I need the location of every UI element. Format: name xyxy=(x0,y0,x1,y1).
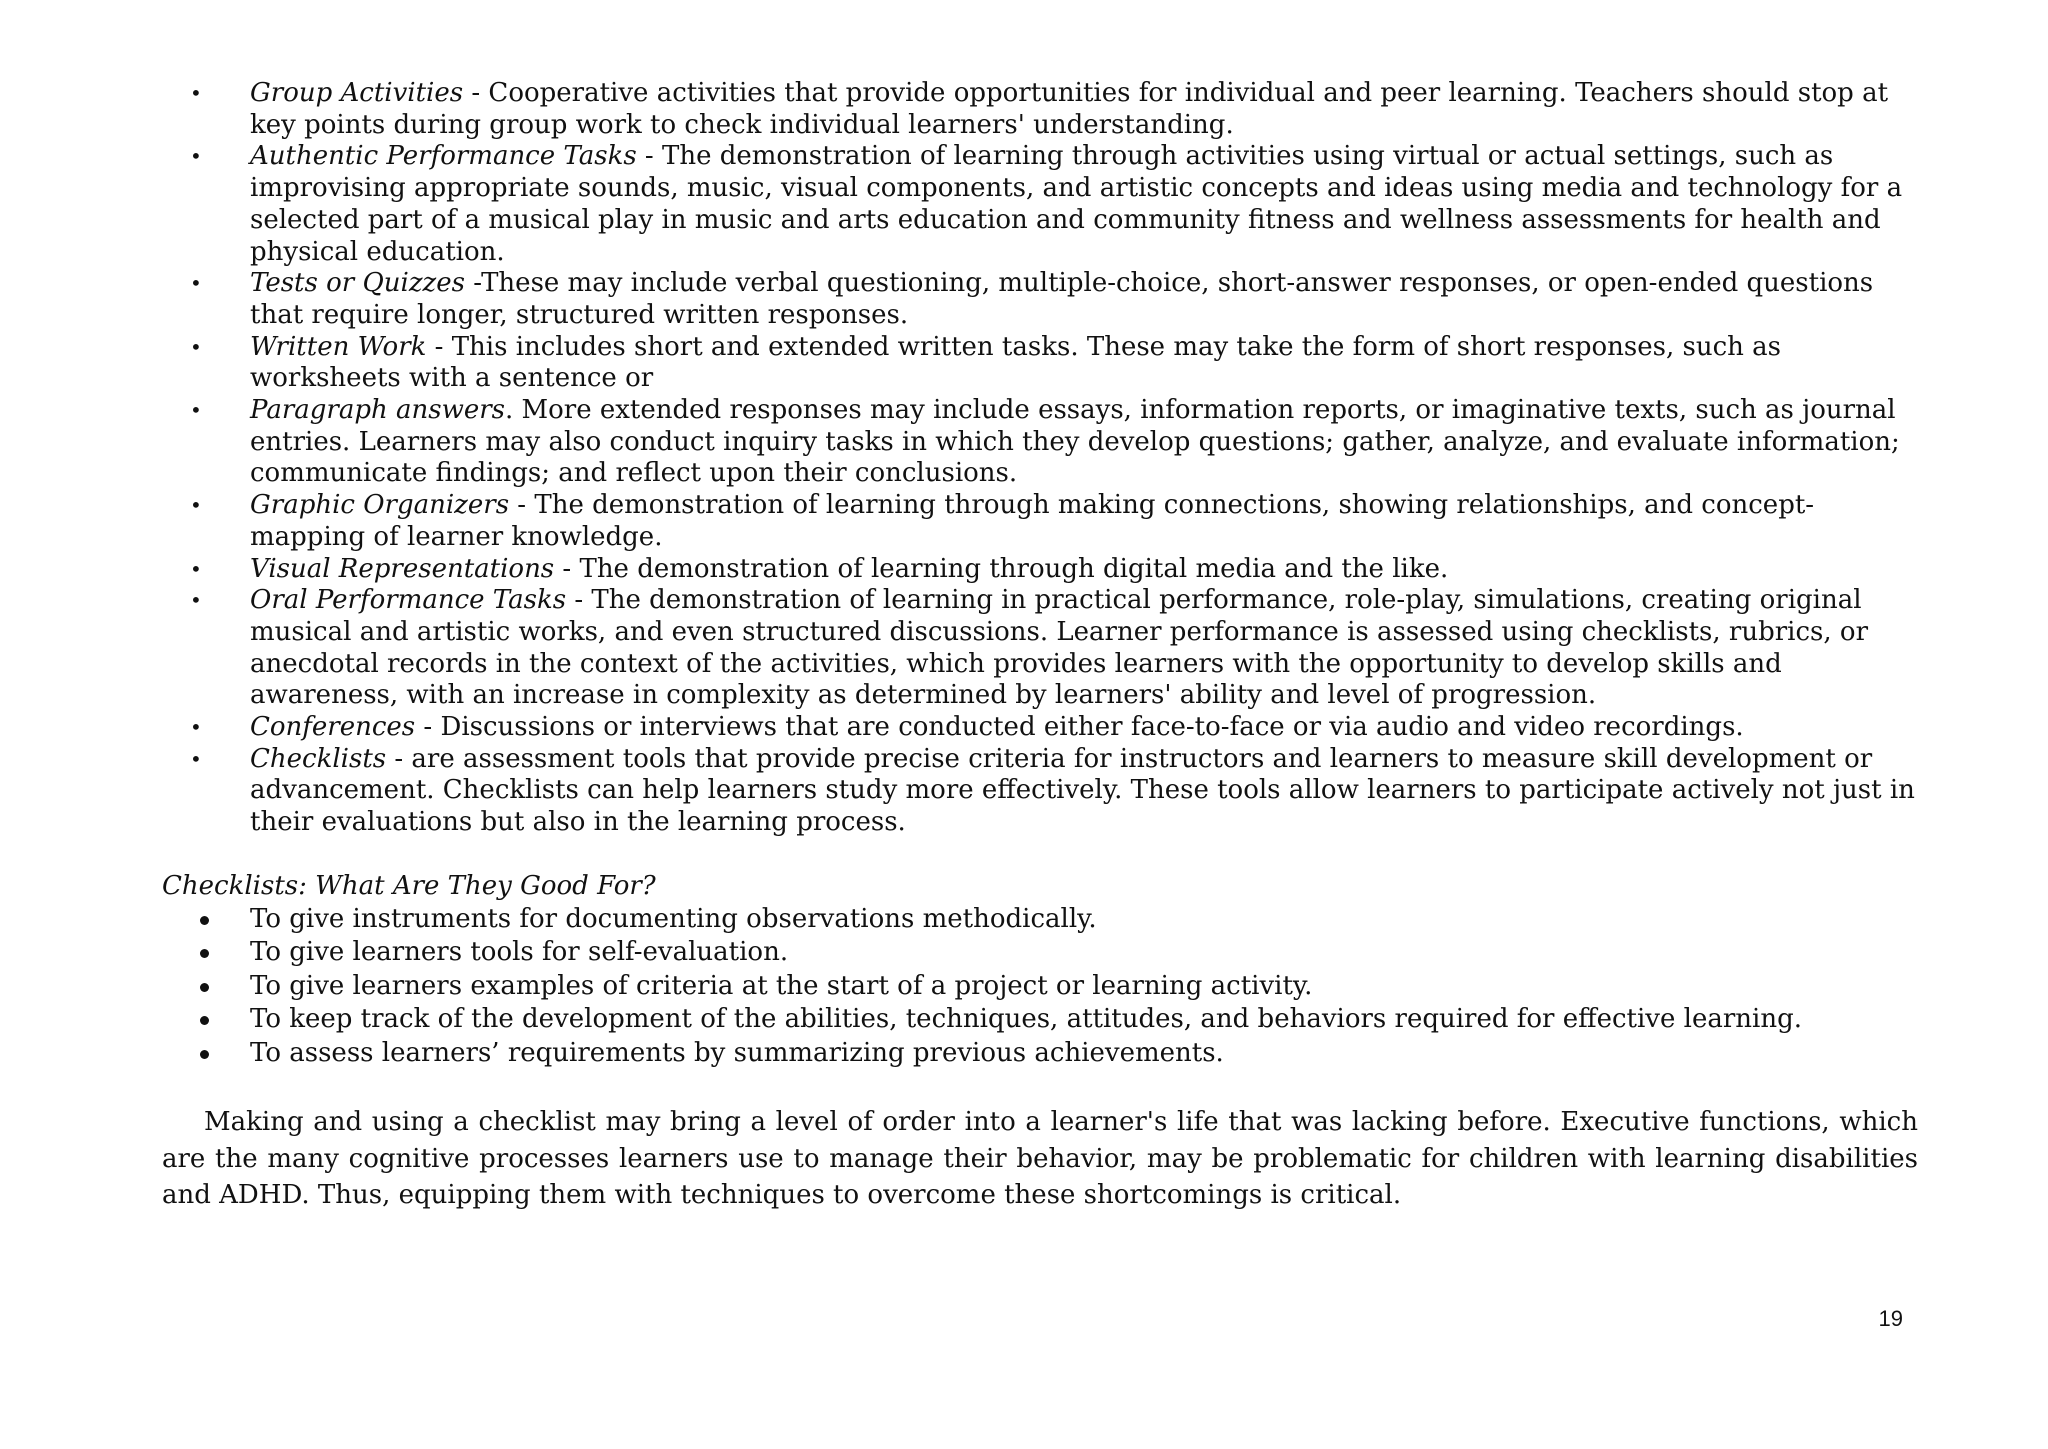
bullet-icon: • xyxy=(190,746,202,771)
bullet-icon: • xyxy=(190,493,202,518)
bullet-icon xyxy=(200,949,209,958)
method-term: Paragraph answers xyxy=(250,395,505,426)
purpose-text: To assess learners’ requirements by summarizing previous achievements. xyxy=(250,1037,1224,1068)
list-item xyxy=(162,332,1918,395)
list-item xyxy=(162,1037,1918,1071)
bullet-icon: • xyxy=(190,271,202,296)
method-term: Group Activities xyxy=(250,78,464,108)
purpose-text: To give instruments for documenting observations methodically. xyxy=(250,903,1097,934)
list-item xyxy=(162,903,1918,937)
method-term: Oral Performance Tasks xyxy=(250,585,567,616)
list-item xyxy=(162,712,1918,744)
checklists-heading: Checklists: What Are They Good For? xyxy=(162,870,656,901)
purpose-text: To keep track of the development of the abilities, techniques, attitudes, and behaviors required for effective learning. xyxy=(250,1004,1802,1035)
list-item xyxy=(162,970,1918,1004)
method-description: - Cooperative activities that provide opportunities for individual and peer learning. Teachers should stop at key points during group work to check individual learners' understanding. xyxy=(250,78,1889,140)
bullet-icon xyxy=(200,983,209,992)
bullet-icon: • xyxy=(190,144,202,169)
list-item xyxy=(162,268,1918,331)
list-item xyxy=(162,395,1918,490)
list-item xyxy=(162,490,1918,553)
method-description: - Discussions or interviews that are conducted either face-to-face or via audio and video recordings. xyxy=(415,712,1744,743)
list-item xyxy=(162,554,1918,586)
method-description: - This includes short and extended written tasks. These may take the form of short responses, such as worksheets with a sentence or xyxy=(250,331,1781,394)
list-item xyxy=(162,1003,1918,1037)
method-description: - The demonstration of learning through activities using virtual or actual settings, such as improvising appropriate sounds, music, visual components, and artistic concepts and ideas using media and technology for a selected part of a musical play in music and arts education and community fitness and wellness assessments for health and physical education. xyxy=(250,141,1903,267)
method-description: - The demonstration of learning through digital media and the like. xyxy=(554,553,1449,584)
bullet-icon xyxy=(200,1016,209,1025)
bullet-icon: • xyxy=(190,715,202,740)
page-number: 19 xyxy=(1878,1306,1903,1331)
list-item xyxy=(162,936,1918,970)
method-description: - The demonstration of learning through making connections, showing relationships, and concept-mapping of learner knowledge. xyxy=(250,490,1815,552)
method-term: Conferences xyxy=(250,712,416,743)
method-description: -These may include verbal questioning, multiple-choice, short-answer responses, or open-ended questions that require longer, structured written responses. xyxy=(250,268,1874,330)
method-term: Authentic Performance Tasks xyxy=(250,141,637,172)
bullet-icon: • xyxy=(190,334,202,359)
list-item xyxy=(162,585,1918,712)
purpose-text: To give learners examples of criteria at the start of a project or learning activity. xyxy=(250,970,1313,1001)
list-item xyxy=(162,744,1918,839)
bullet-icon xyxy=(200,1050,209,1059)
closing-paragraph: Making and using a checklist may bring a level of order into a learner's life that was lacking before. Executive functions, which are the many cognitive processes learners use to manage their behavior, may be problematic for children with learning disabilities and ADHD. Thus, equipping them with techniques to overcome these shortcomings is critical. xyxy=(162,1107,1918,1211)
purpose-text: To give learners tools for self-evaluation. xyxy=(250,937,789,968)
method-term: Graphic Organizers xyxy=(250,490,510,521)
checklist-purposes-list xyxy=(162,903,1918,1071)
method-description: - are assessment tools that provide precise criteria for instructors and learners to measure skill development or advancement. Checklists can help learners study more effectively. These tools allow learners to participate actively not just in their evaluations but also in the learning process. xyxy=(250,743,1915,838)
bullet-icon: • xyxy=(190,81,202,105)
page-content xyxy=(162,78,1918,1240)
list-item xyxy=(162,78,1918,141)
method-term: Written Work xyxy=(250,331,427,362)
method-term: Checklists xyxy=(250,743,387,774)
method-term: Visual Representations xyxy=(250,553,555,584)
bullet-icon: • xyxy=(190,588,202,613)
method-description: - The demonstration of learning in practical performance, role-play, simulations, creating original musical and artistic works, and even structured discussions. Learner performance is assessed using checklists, rubrics, or anecdotal records in the context of the activities, which provides learners with the opportunity to develop skills and awareness, with an increase in complexity as determined by learners' ability and level of progression. xyxy=(250,585,1868,711)
assessment-methods-list xyxy=(162,78,1918,839)
bullet-icon xyxy=(200,916,209,925)
list-item xyxy=(162,141,1918,268)
bullet-icon: • xyxy=(190,556,202,581)
bullet-icon: • xyxy=(190,398,202,423)
method-description: . More extended responses may include essays, information reports, or imaginative texts, such as journal entries. Learners may also conduct inquiry tasks in which they develop questions; gather, analyze, and evaluate information; communicate findings; and reflect upon their conclusions. xyxy=(250,395,1900,489)
method-term: Tests or Quizzes xyxy=(250,268,465,299)
